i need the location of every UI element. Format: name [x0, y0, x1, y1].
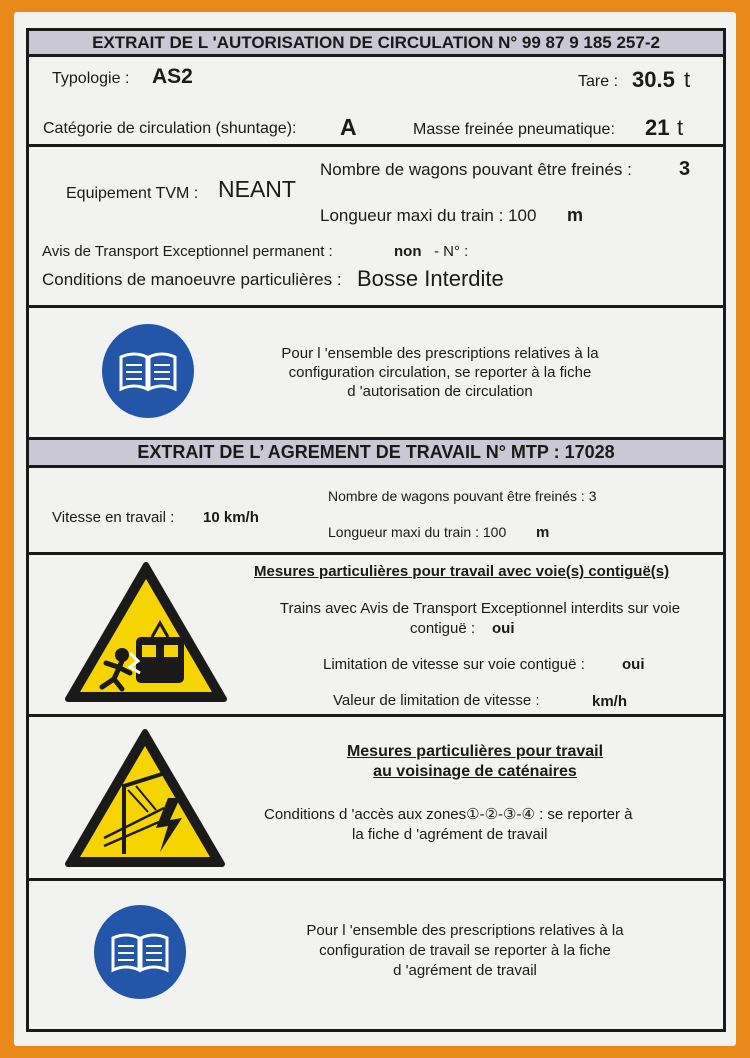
divider: [26, 54, 726, 57]
agrement-longueur-unit: m: [536, 524, 550, 541]
voie-title: Mesures particulières pour travail avec voie(s) contiguë(s): [254, 563, 670, 580]
typologie-value: AS2: [152, 65, 193, 88]
conditions-value: Bosse Interdite: [357, 266, 504, 291]
trains-line-2: contiguë :: [410, 620, 476, 637]
divider: [26, 305, 726, 308]
tvm-value: NEANT: [218, 176, 296, 202]
catenaires-title-line: Mesures particulières pour travail: [346, 743, 604, 760]
avis-number: - N° :: [434, 243, 469, 260]
circulation-note: [250, 344, 630, 401]
acces-line-2: la fiche d 'agrément de travail: [352, 826, 548, 843]
train-collision-warning-icon: [64, 561, 228, 703]
valeur-label: Valeur de limitation de vitesse :: [333, 692, 540, 709]
avis-label: Avis de Transport Exceptionnel permanent :: [42, 243, 333, 260]
catenaires-title-line: au voisinage de caténaires: [373, 763, 577, 780]
masse-unit: t: [677, 115, 684, 140]
note-line: d 'agrément de travail: [393, 962, 537, 979]
divider: [26, 552, 726, 555]
tare-unit: t: [684, 67, 691, 92]
divider: [26, 465, 726, 468]
divider: [26, 714, 726, 717]
note-line: configuration circulation, se reporter à la fiche: [288, 364, 592, 381]
wagons-value: 3: [679, 158, 691, 180]
acces-line-1: Conditions d 'accès aux zones①-②-③-④ : se reporter à: [264, 806, 633, 823]
agrement-longueur: Longueur maxi du train : 100: [328, 524, 507, 540]
avis-value: non: [394, 243, 422, 260]
divider: [26, 878, 726, 881]
vitesse-value: 10 km/h: [203, 509, 259, 526]
catenary-electric-warning-icon: [64, 728, 226, 868]
tvm-label: Equipement TVM :: [66, 185, 199, 202]
masse-value: 21: [645, 115, 670, 140]
masse-label: Masse freinée pneumatique:: [413, 121, 615, 138]
book-mandatory-icon: [101, 323, 195, 419]
travail-note: [270, 921, 660, 981]
typologie-label: Typologie :: [52, 70, 130, 87]
catenaires-title: [310, 742, 640, 782]
tare-label: Tare :: [578, 73, 619, 90]
limitation-value: oui: [622, 656, 645, 673]
conditions-label: Conditions de manoeuvre particulières :: [42, 270, 342, 289]
vitesse-label: Vitesse en travail :: [52, 509, 175, 526]
limitation-label: Limitation de vitesse sur voie contiguë :: [323, 656, 585, 673]
categorie-label: Catégorie de circulation (shuntage):: [43, 120, 297, 137]
valeur-unit: km/h: [592, 693, 628, 710]
longueur-unit: m: [567, 205, 584, 225]
note-line: Pour l 'ensemble des prescriptions relatives à la: [306, 922, 624, 939]
trains-value: oui: [492, 620, 515, 637]
wagons-label: Nombre de wagons pouvant être freinés :: [320, 160, 632, 179]
note-line: Pour l 'ensemble des prescriptions relatives à la: [281, 345, 599, 362]
note-line: configuration de travail se reporter à la fiche: [319, 942, 611, 959]
agrement-wagons: Nombre de wagons pouvant être freinés : 3: [328, 488, 597, 504]
divider: [26, 144, 726, 147]
longueur-label: Longueur maxi du train : 100: [320, 206, 537, 225]
trains-line-1: Trains avec Avis de Transport Exceptionnel interdits sur voie: [279, 600, 681, 617]
tare-value: 30.5: [632, 67, 675, 92]
agrement-title: EXTRAIT DE L’ AGREMENT DE TRAVAIL N° MTP : 17028: [29, 440, 723, 465]
note-line: d 'autorisation de circulation: [347, 383, 533, 400]
categorie-value: A: [340, 114, 357, 140]
authorization-title: EXTRAIT DE L 'AUTORISATION DE CIRCULATION N° 99 87 9 185 257-2: [29, 31, 723, 54]
book-mandatory-icon: [93, 904, 187, 1000]
